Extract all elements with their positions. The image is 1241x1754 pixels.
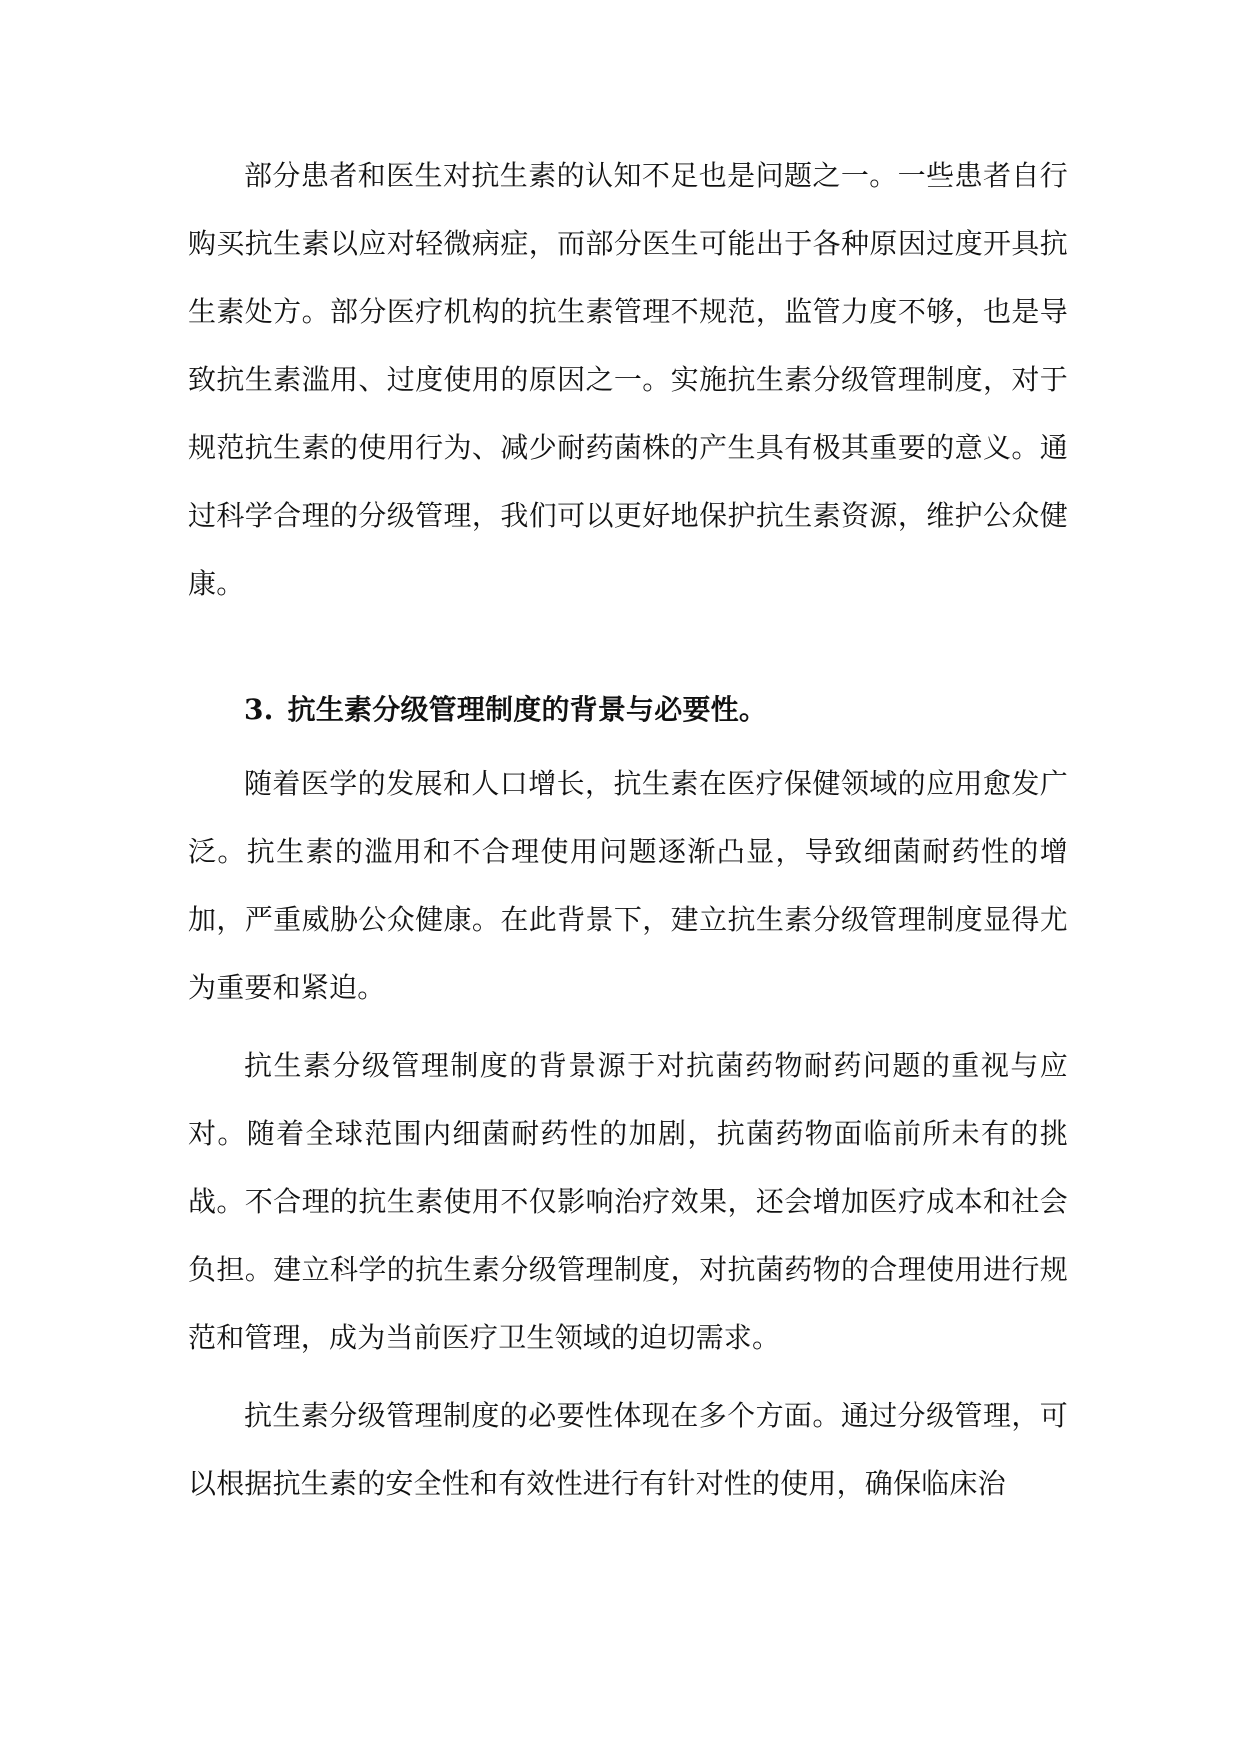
section-title: 抗生素分级管理制度的背景与必要性。 [287, 693, 768, 726]
section-heading-3 [188, 676, 1068, 744]
paragraph-necessity: 抗生素分级管理制度的必要性体现在多个方面。通过分级管理，可以根据抗生素的安全性和有效性进行有针对性的使用，确保临床治 [188, 1399, 1068, 1500]
document-page [188, 142, 1068, 1518]
section-number: 3. [244, 693, 274, 726]
paragraph-antibiotic-awareness: 部分患者和医生对抗生素的认知不足也是问题之一。一些患者自行购买抗生素以应对轻微病症，而部分医生可能出于各种原因过度开具抗生素处方。部分医疗机构的抗生素管理不规范，监管力度不够，也是导致抗生素滥用、过度使用的原因之一。实施抗生素分级管理制度，对于规范抗生素的使用行为、减少耐药菌株的产生具有极其重要的意义。通过科学合理的分级管理，我们可以更好地保护抗生素资源，维护公众健康。 [188, 159, 1068, 600]
paragraph-background: 随着医学的发展和人口增长，抗生素在医疗保健领域的应用愈发广泛。抗生素的滥用和不合理使用问题逐渐凸显，导致细菌耐药性的增加，严重威胁公众健康。在此背景下，建立抗生素分级管理制度显得尤为重要和紧迫。 [188, 767, 1068, 1004]
paragraph-background-origin: 抗生素分级管理制度的背景源于对抗菌药物耐药问题的重视与应对。随着全球范围内细菌耐药性的加剧，抗菌药物面临前所未有的挑战。不合理的抗生素使用不仅影响治疗效果，还会增加医疗成本和社会负担。建立科学的抗生素分级管理制度，对抗菌药物的合理使用进行规范和管理，成为当前医疗卫生领域的迫切需求。 [188, 1049, 1068, 1354]
